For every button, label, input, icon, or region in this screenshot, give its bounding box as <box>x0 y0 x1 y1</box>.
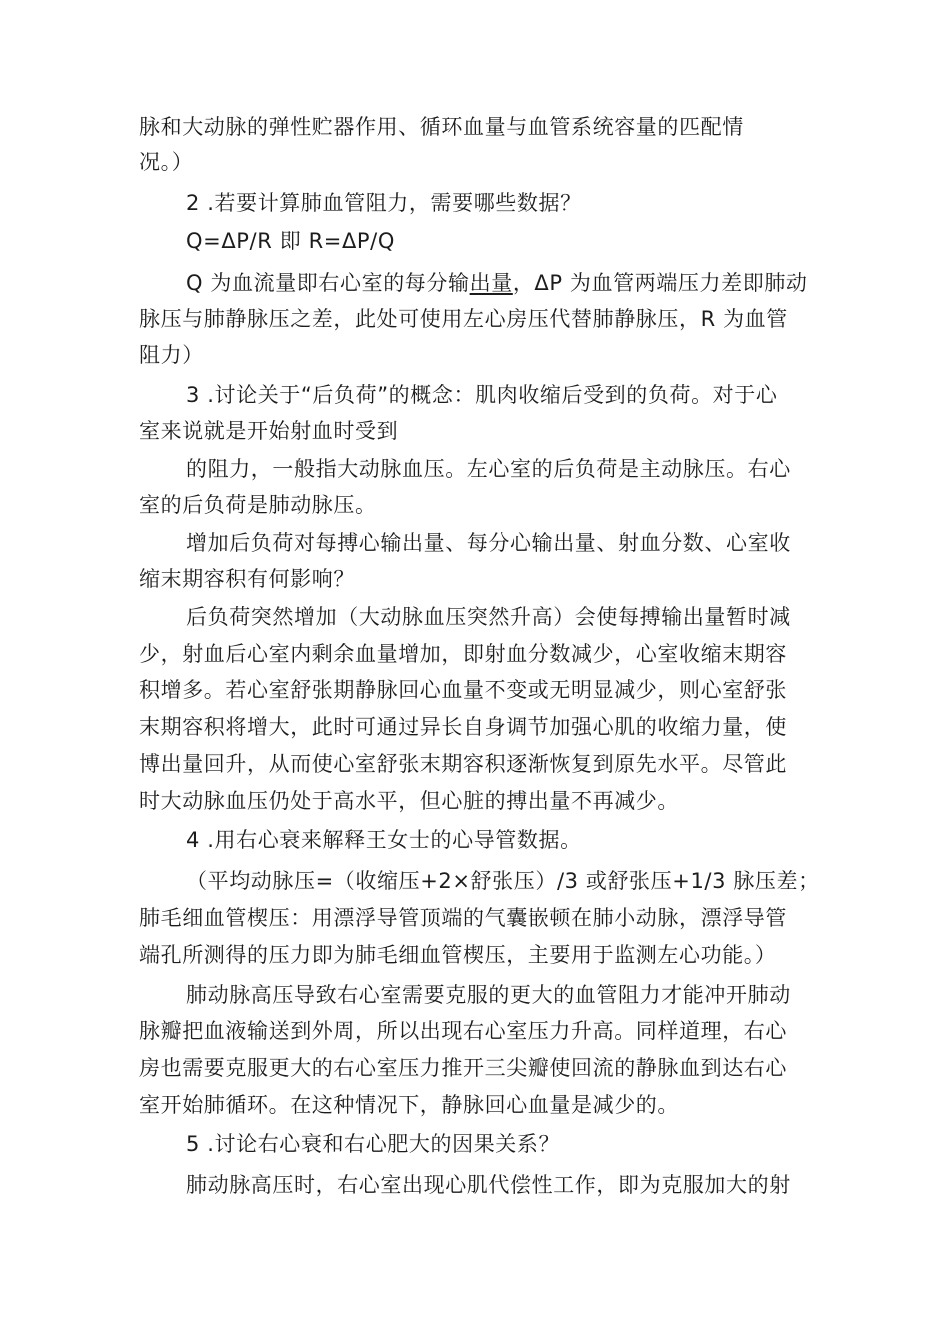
text-line: 缩末期容积有何影响？ <box>139 567 355 591</box>
text-line: 室来说就是开始射血时受到 <box>139 419 399 443</box>
text-line: 肺毛细血管楔压：用漂浮导管顶端的气囊嵌顿在肺小动脉，漂浮导管 <box>139 906 787 930</box>
text-line: 博出量回升，从而使心室舒张末期容积逐渐恢复到原先水平。尽管此 <box>139 752 787 776</box>
text-line: 阻力） <box>139 343 204 367</box>
text-segment: Q 为血流量即右心室的每分输 <box>186 271 470 295</box>
question-heading: 5 .讨论右心衰和右心肥大的因果关系？ <box>186 1132 561 1156</box>
text-line: 少，射血后心室内剩余血量增加，即射血分数减少，心室收缩末期容 <box>139 642 787 666</box>
text-line: 脉和大动脉的弹性贮器作用、循环血量与血管系统容量的匹配情 <box>139 115 744 139</box>
text-line: 房也需要克服更大的右心室压力推开三尖瓣使回流的静脉血到达右心 <box>139 1056 787 1080</box>
question-heading: 2 .若要计算肺血管阻力，需要哪些数据？ <box>186 191 582 215</box>
text-line: 脉瓣把血液输送到外周，所以出现右心室压力升高。同样道理，右心 <box>139 1019 787 1043</box>
text-line: 室开始肺循环。在这种情况下，静脉回心血量是减少的。 <box>139 1093 679 1117</box>
text-line: 末期容积将增大，此时可通过异长自身调节加强心肌的收缩力量，使 <box>139 715 787 739</box>
text-line: 的阻力，一般指大动脉血压。左心室的后负荷是主动脉压。右心 <box>186 457 791 481</box>
text-line: （平均动脉压=（收缩压+2×舒张压）/3 或舒张压+1/3 脉压差； <box>186 869 820 893</box>
text-line: 脉压与肺静脉压之差，此处可使用左心房压代替肺静脉压，R 为血管 <box>139 307 788 331</box>
text-line: 后负荷突然增加（大动脉血压突然升高）会使每搏输出量暂时减 <box>186 605 791 629</box>
text-line: 室的后负荷是肺动脉压。 <box>139 493 377 517</box>
text-line: 时大动脉血压仍处于高水平，但心脏的搏出量不再减少。 <box>139 789 679 813</box>
question-heading: 4 .用右心衰来解释王女士的心导管数据。 <box>186 828 582 852</box>
formula-line: Q=ΔP/R 即 R=ΔP/Q <box>186 229 395 253</box>
text-line: 端孔所测得的压力即为肺毛细血管楔压，主要用于监测左心功能。） <box>139 943 777 967</box>
text-line <box>186 268 808 298</box>
text-line: 况。） <box>139 150 194 174</box>
text-line: 增加后负荷对每搏心输出量、每分心输出量、射血分数、心室收 <box>186 531 791 555</box>
text-line: 肺动脉高压导致右心室需要克服的更大的血管阻力才能冲开肺动 <box>186 983 791 1007</box>
text-line: 积增多。若心室舒张期静脉回心血量不变或无明显减少，则心室舒张 <box>139 678 787 702</box>
question-heading: 3 .讨论关于“后负荷”的概念：肌肉收缩后受到的负荷。对于心 <box>186 383 778 407</box>
underlined-term: 出量 <box>469 271 513 295</box>
text-line: 肺动脉高压时，右心室出现心肌代偿性工作，即为克服加大的射 <box>186 1173 791 1197</box>
text-segment: ，ΔP 为血管两端压力差即肺动 <box>512 271 808 295</box>
